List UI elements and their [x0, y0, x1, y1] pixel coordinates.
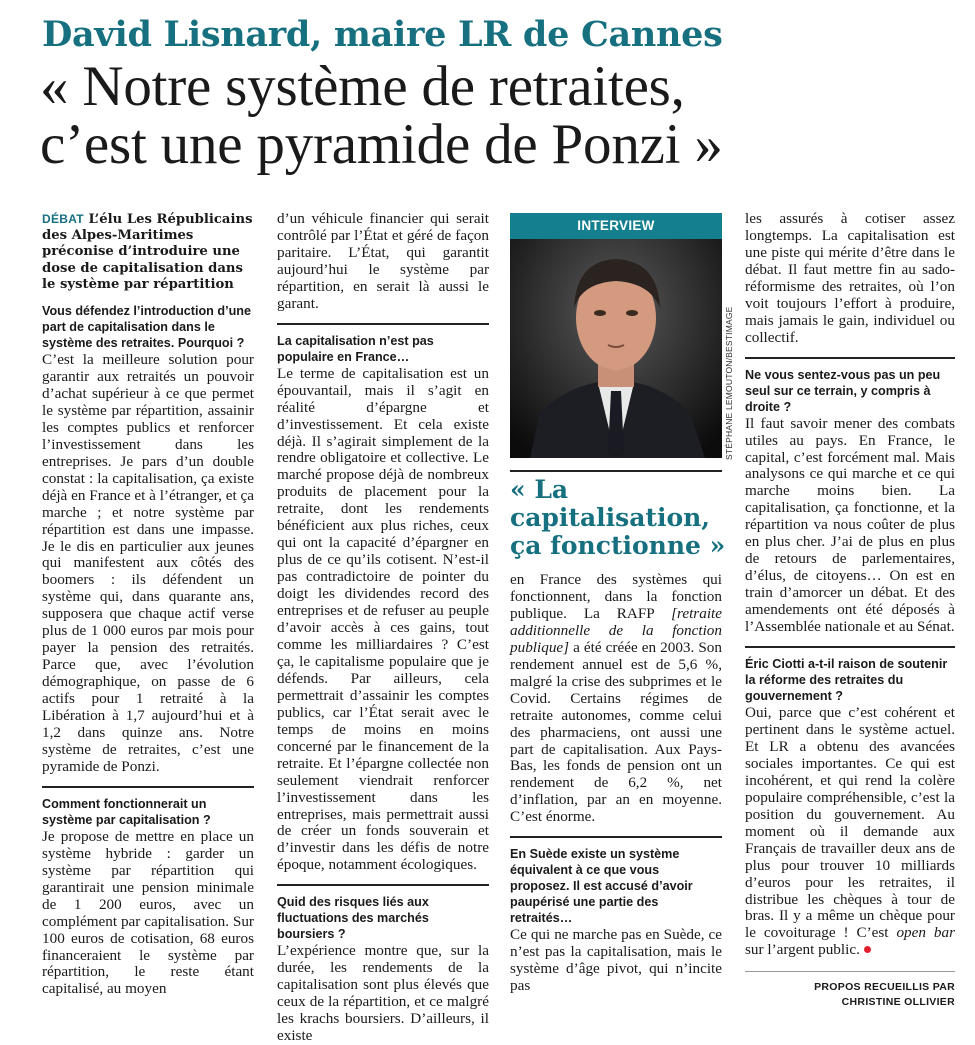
- answer-7: [745, 705, 955, 959]
- headline-line-1: « Notre système de retraites,: [40, 55, 685, 118]
- headline: [40, 55, 723, 176]
- answer-3: Le terme de capitalisation est un épouvantail, mais il s’agit en réalité d’épargne et d’investissement. Et cela existe déjà. Il s’agirait simplement de la rendre obligatoire et collective. Le marché propose déjà de nombreux produits de placement pour la retraite, dont les rendements bénéficient aux plus riches, ceux qui ont la capacité d’épargner en plus de ce qu’ils cotisent. N’est-il pas contradictoire de pointer du doigt les dividendes record des entreprises et de refuser au peuple d’avoir accès à ces gains, tout comme les milliardaires ? C’est ça, le capitalisme populaire que je défends. Par ailleurs, cela permettrait d’assainir les comptes publics, car l’État serait avec le temps de moins en moins concerné par le financement de la retraite. Et l’épargne collectée non seulement viendrait renforcer l’investissement dans les entreprises, mais permettrait aussi de créer un fonds souverain et d’investir dans les défis de notre époque, notamment écologiques.: [277, 364, 489, 874]
- question-3: La capitalisation n’est pas populaire en France…: [277, 323, 489, 365]
- answer-2-part-2: d’un véhicule financier qui serait contrôlé par l’État et géré de façon paritaire. L’État, qui garantit aujourd’hui le système par répartition, en serait là aussi le garant.: [277, 210, 489, 312]
- headline-line-2: c’est une pyramide de Ponzi »: [40, 113, 723, 176]
- answer-4-italic: [retraite additionnelle de la fonction publique]: [510, 604, 722, 656]
- answer-7-text-b: sur l’argent public.: [745, 941, 860, 959]
- portrait-photo: [510, 213, 722, 458]
- portrait-illustration: [510, 213, 722, 458]
- question-1: Vous défendez l’introduction d’une part de capitalisation dans le système des retraites. Pourquoi ?: [42, 304, 251, 351]
- answer-4-part-1: L’expérience montre que, sur la durée, les rendements de la capitalisation sont plus élevés que ceux de la répartition, et ce malgré les krachs boursiers. D’ailleurs, il existe: [277, 942, 489, 1045]
- byline-line-2: CHRISTINE OLLIVIER: [841, 996, 955, 1009]
- answer-5-part-1: Ce qui ne marche pas en Suède, ce n’est pas la capitalisation, mais le système d’âge pivot, qui n’incite pas: [510, 926, 722, 995]
- answer-7-italic: open bar: [896, 924, 955, 942]
- answer-4-part-2: [510, 572, 722, 826]
- question-2: Comment fonctionnerait un système par capitalisation ?: [42, 786, 254, 828]
- answer-4-text-a: en France des systèmes qui fonctionnent, dans la fonction publique. La RAFP: [510, 571, 722, 622]
- column-2: [277, 211, 489, 1045]
- byline-line-1: PROPOS RECUEILLIS PAR: [814, 981, 955, 994]
- interview-label: INTERVIEW: [510, 213, 722, 239]
- end-mark-icon: [864, 946, 871, 953]
- pull-quote-line-2: capitalisation,: [510, 503, 711, 532]
- question-7: Éric Ciotti a-t-il raison de soutenir la réforme des retraites du gouvernement ?: [745, 646, 955, 704]
- photo-credit-text: STÉPHANE LEMOUTON/BESTIMAGE: [724, 306, 734, 460]
- pull-quote-line-3: ça fonctionne »: [510, 531, 726, 560]
- column-4: [745, 211, 955, 1010]
- photo-credit: [724, 290, 738, 460]
- answer-7-text-a: Oui, parce que c’est cohérent et pertinent dans le système actuel. Et LR a obtenu des avancées sociales importantes. Ce qui est incohérent, et qui rend la colère populaire compréhensible, c’est la position du gouvernement. Au moment où il demande aux Français de travailler deux ans de plus pour trouver 10 milliards d’euros pour les retraites, il distribue les chèques à tour de bras. Il y a même un chèque pour le covoiturage ! C’est: [745, 704, 955, 942]
- pull-quote: [510, 470, 726, 560]
- answer-2-part-1: Je propose de mettre en place un système hybride : garder un système par répartition qui garantirait une pension minimale de 1 200 euros, avec un complément par capitalisation. Sur 100 euros de cotisation, 68 euros financeraient le système par répartition, le reste étant capitalisé, au moyen: [42, 827, 254, 998]
- lede: [42, 211, 254, 293]
- column-3: [510, 572, 722, 995]
- answer-5-part-2: les assurés à cotiser assez longtemps. La capitalisation est une piste qui mérite d’être dans le débat. Il faut mettre fin au sado-réformisme des retraites, où l’on voit toujours l’effort à produire, mais jamais le gain, individuel ou collectif.: [745, 210, 955, 346]
- question-4: Quid des risques liés aux fluctuations des marchés boursiers ?: [277, 884, 489, 942]
- kicker: David Lisnard, maire LR de Cannes: [42, 14, 723, 55]
- answer-4-text-b: a été créée en 2003. Son rendement annuel est de 5,6 %, malgré la crise des subprimes et le Covid. Certains régimes de retraite autonomes, comme celui des pharmaciens, ont aussi une part de capitalisation. Aux Pays-Bas, les fonds de pension ont un rendement de 6,2 %, net d’inflation, par an en moyenne. C’est énorme.: [510, 638, 722, 826]
- answer-1: C’est la meilleure solution pour garantir aux retraités un pouvoir d’achat supérieur à ce que permet le système par répartition, assainir les comptes publics et renforcer l’investissement dans les entreprises. Je pars d’un double constat : la capitalisation, ça existe déjà en France et à l’étranger, et ça marche ; et notre système par répartition est dans une impasse. Je le dis en particulier aux jeunes qui manifestent aux côtés des boomers : ils défendent un système qui, dans quarante ans, supposera que chaque actif verse plus de 1 000 euros par mois pour payer la pension des retraités. Parce que, avec l’évolution démographique, on passe de 6 actifs pour 1 retraité à la Libération à 1,7 aujourd’hui et à 1,2 dans quinze ans. Notre système de retraites, c’est une pyramide de Ponzi.: [42, 351, 254, 775]
- column-1: [42, 211, 254, 998]
- question-5: En Suède existe un système équivalent à ce que vous proposez. Il est accusé d’avoir paupérisé une partie des retraités…: [510, 836, 722, 926]
- answer-6: Il faut savoir mener des combats utiles au pays. En France, le capital, c’est forcément mal. Mais analysons ce qui marche et ce qui marche moins bien. La capitalisation, ça fonctionne, et la répartition va nous coûter de plus en plus cher. J’ai de plus en plus de retours de parlementaires, d’élus, de citoyens… On est en train d’amorcer un débat. Et des amendements ont été déposés à l’Assemblée nationale et au Sénat.: [745, 414, 955, 636]
- byline: [745, 971, 955, 1010]
- lede-text: L’élu Les Républicains des Alpes-Maritimes préconise d’introduire une dose de capitalisation dans le système par répartition: [42, 212, 253, 292]
- question-6: Ne vous sentez-vous pas un peu seul sur ce terrain, y compris à droite ?: [745, 357, 955, 415]
- lede-tag: DÉBAT: [42, 212, 84, 226]
- pull-quote-line-1: « La: [510, 475, 569, 504]
